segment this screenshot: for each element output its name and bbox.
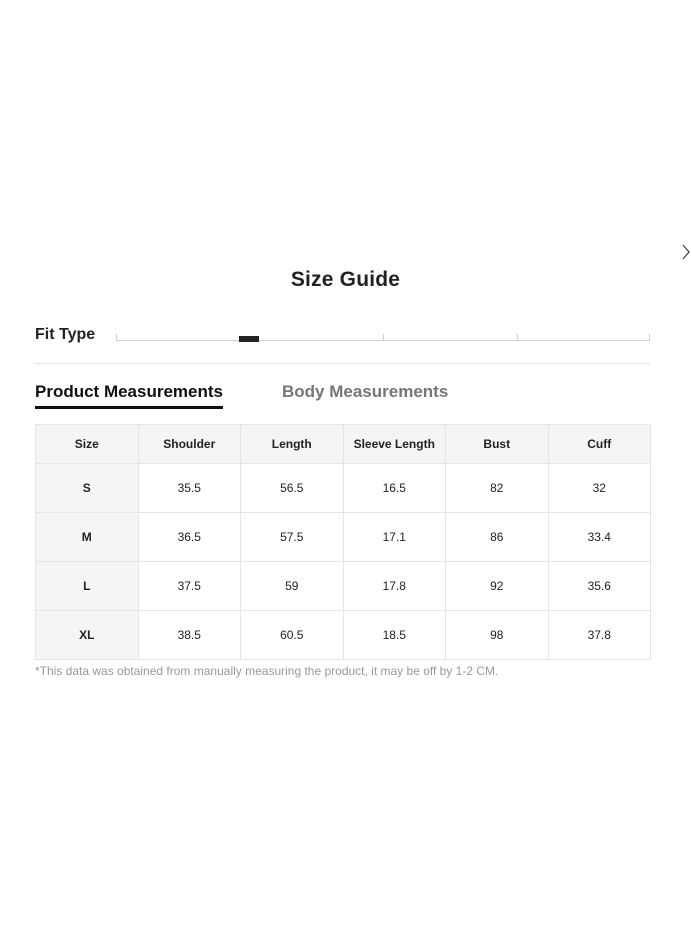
table-cell: 37.8 (548, 611, 651, 660)
table-header-row (36, 425, 651, 464)
size-cell: S (36, 464, 139, 513)
table-cell: 32 (548, 464, 651, 513)
table-cell: 92 (446, 562, 549, 611)
fit-scale-tick (116, 334, 117, 341)
fit-scale-tick (383, 334, 384, 341)
table-cell: 86 (446, 513, 549, 562)
table-cell: 98 (446, 611, 549, 660)
fit-scale-tick (649, 334, 650, 341)
table-cell: 82 (446, 464, 549, 513)
column-header: Length (241, 425, 344, 464)
column-header: Size (36, 425, 139, 464)
measurement-table (35, 424, 651, 660)
fit-type-scale (35, 318, 651, 364)
table-row (36, 464, 651, 513)
size-cell: XL (36, 611, 139, 660)
table-cell: 16.5 (343, 464, 446, 513)
table-cell: 35.6 (548, 562, 651, 611)
table-row (36, 513, 651, 562)
table-row (36, 562, 651, 611)
fit-type-label: Fit Type (35, 326, 96, 343)
column-header: Cuff (548, 425, 651, 464)
column-header: Shoulder (138, 425, 241, 464)
chevron-right-icon[interactable] (680, 243, 691, 261)
fit-scale-marker (239, 336, 259, 342)
table-cell: 56.5 (241, 464, 344, 513)
table-cell: 37.5 (138, 562, 241, 611)
table-cell: 36.5 (138, 513, 241, 562)
table-cell: 17.8 (343, 562, 446, 611)
table-cell: 60.5 (241, 611, 344, 660)
table-row (36, 611, 651, 660)
table-cell: 33.4 (548, 513, 651, 562)
table-cell: 18.5 (343, 611, 446, 660)
table-cell: 38.5 (138, 611, 241, 660)
table-cell: 59 (241, 562, 344, 611)
measurement-disclaimer: *This data was obtained from manually measuring the product, it may be off by 1-2 CM. (35, 664, 499, 678)
table-cell: 57.5 (241, 513, 344, 562)
fit-scale-tick (517, 334, 518, 341)
size-cell: L (36, 562, 139, 611)
column-header: Sleeve Length (343, 425, 446, 464)
tab-product-measurements[interactable]: Product Measurements (35, 382, 223, 409)
column-header: Bust (446, 425, 549, 464)
tab-body-measurements[interactable]: Body Measurements (282, 382, 449, 401)
table-cell: 17.1 (343, 513, 446, 562)
size-cell: M (36, 513, 139, 562)
table-cell: 35.5 (138, 464, 241, 513)
page-title: Size Guide (290, 268, 401, 291)
